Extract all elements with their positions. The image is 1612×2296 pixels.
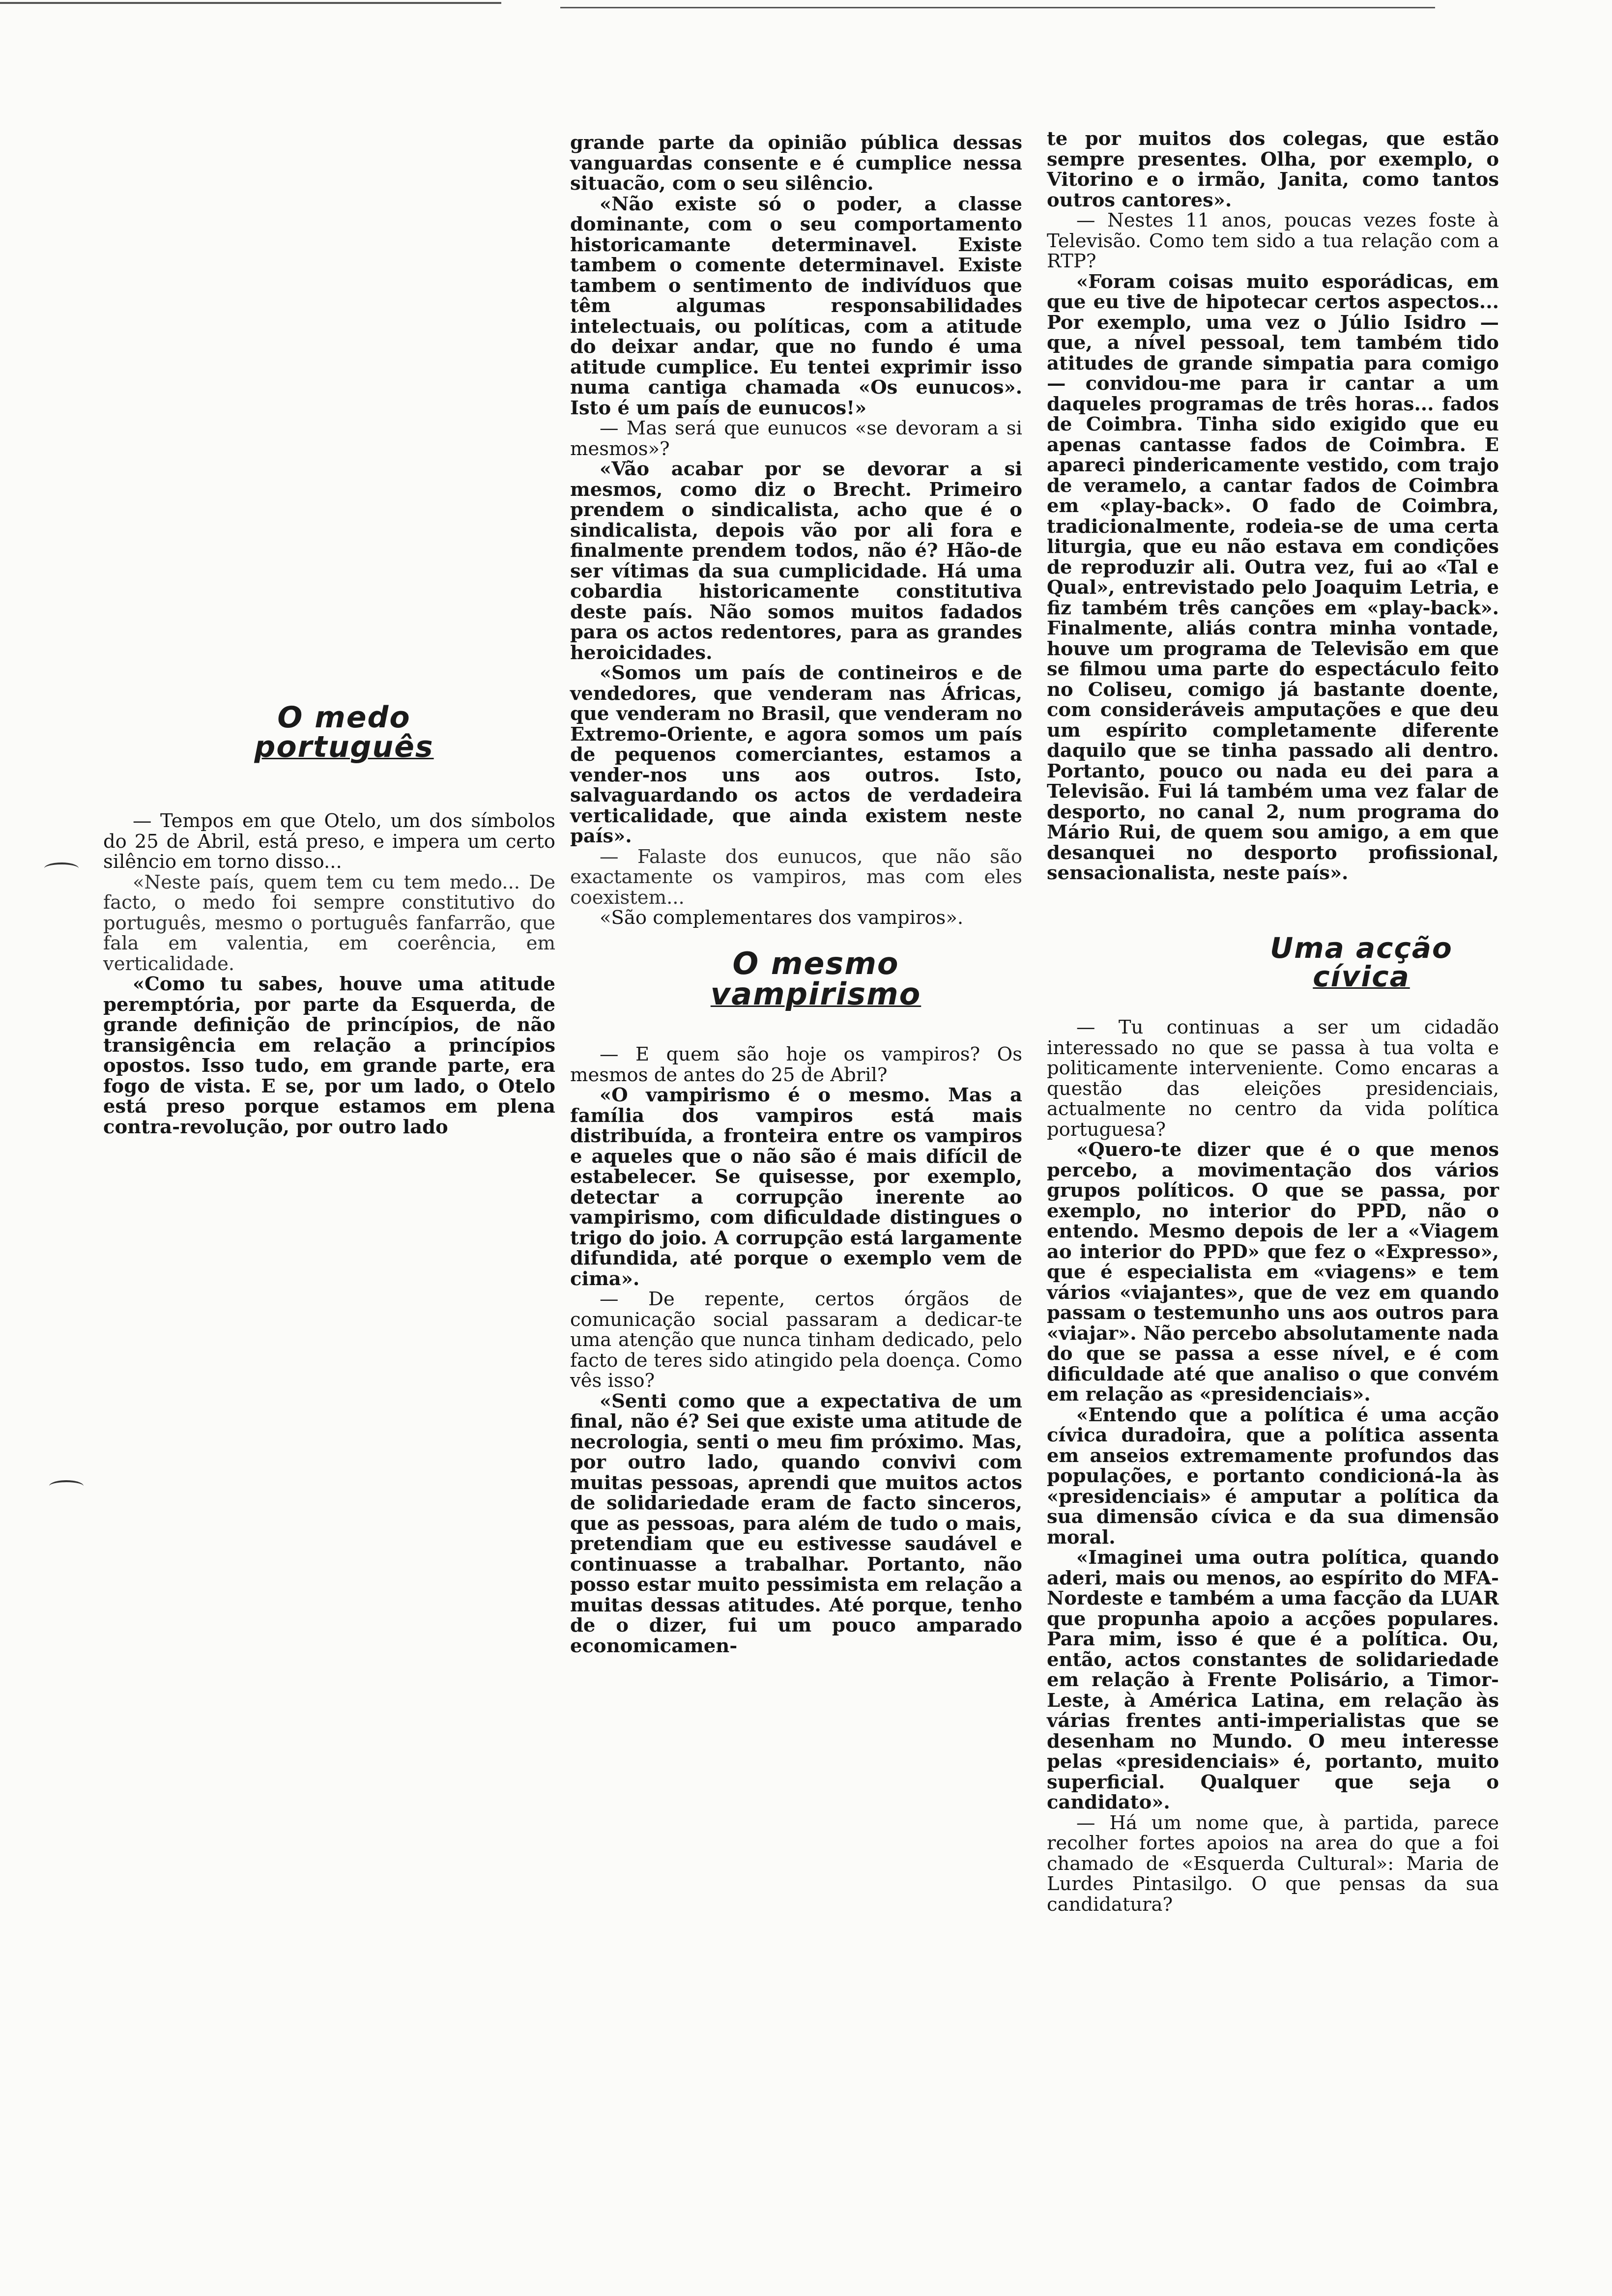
scan-edge-line [560, 7, 1435, 8]
paragraph: te por muitos dos colegas, que estão sempre presentes. Olha, por exemplo, o Vitorino e o irmão, Janita, como tantos outros cantores». [1047, 128, 1499, 211]
column-left [103, 811, 555, 1137]
column-right [1047, 129, 1499, 884]
headline-line: O mesmo [732, 946, 899, 981]
paragraph: grande parte da opinião pública dessas vanguardas consente e é cumplice nessa situacão, com o seu silêncio. [570, 132, 1022, 195]
paragraph: — Nestes 11 anos, poucas vezes foste à Televisão. Como tem sido a tua relação com a RTP? [1047, 209, 1499, 272]
headline-o-medo-portugues [231, 700, 457, 764]
column-center-lower [570, 1044, 1022, 1656]
paragraph: «Vão acabar por se devorar a si mesmos, como diz o Brecht. Primeiro prendem o sindicalista, acho que é o sindicalista, depois vão por ali fora e finalmente prendem todos, não é? Hão-de ser vítimas da sua cumplicidade. Há uma cobardia historicamente constitutiva deste país. Não somos muitos fadados para os actos redentores, para as grandes heroicidades. [570, 458, 1022, 664]
paragraph: «Como tu sabes, houve uma atitude peremptória, por parte da Esquerda, de grande definição de princípios, de não transigência em relação a princípios opostos. Isso tudo, em grande parte, era fogo de vista. E se, por um lado, o Otelo está preso porque estamos em plena contra-revolução, por outro lado [103, 973, 555, 1138]
paragraph: — E quem são hoje os vampiros? Os mesmos de antes do 25 de Abril? [570, 1043, 1022, 1086]
headline-uma-accao-civica [1248, 931, 1474, 993]
margin-mark [44, 862, 79, 874]
paragraph: — Tu continuas a ser um cidadão interessado no que se passa à tua volta e politicamente interveniente. Como encaras a questão das eleições presidenciais, actualmente no centro da vida política portuguesa? [1047, 1016, 1499, 1141]
headline-line: Uma acção [1270, 931, 1453, 965]
paragraph: — Mas será que eunucos «se devoram a si mesmos»? [570, 417, 1022, 460]
paragraph: «Entendo que a política é uma acção cívica duradoira, que a política assenta em anseios extremamente profundos das populações, e portanto condicioná-la às «presidenciais» é amputar a política da sua dimensão cívica e da sua dimensão moral. [1047, 1404, 1499, 1549]
paragraph: — De repente, certos órgãos de comunicação social passaram a dedicar-te uma atenção que nunca tinham dedicado, pelo facto de teres sido atingido pela doença. Como vês isso? [570, 1288, 1022, 1392]
headline-line: português [254, 730, 434, 764]
column-center [570, 133, 1022, 928]
column-right-lower [1047, 1017, 1499, 1915]
margin-mark [49, 1480, 84, 1492]
paragraph: — Falaste dos eunucos, que não são exactamente os vampiros, mas com eles coexistem... [570, 845, 1022, 909]
headline-line: vampirismo [710, 976, 921, 1012]
headline-line: O medo [277, 700, 411, 735]
paragraph: «Imaginei uma outra política, quando aderi, mais ou menos, ao espírito do MFA-Nordeste e também a uma facção da LUAR que propunha apoio a acções populares. Para mim, isso é que é a política. Ou, então, actos constantes de solidariedade em relação à Frente Polisário, a Timor-Leste, à América Latina, em relação às várias frentes anti-imperialistas que se desenham no Mundo. O meu interesse pelas «presidenciais» é, portanto, muito superficial. Qualquer que seja o candidato». [1047, 1547, 1499, 1813]
paragraph: — Tempos em que Otelo, um dos símbolos do 25 de Abril, está preso, e impera um certo silêncio em torno disso... [103, 810, 555, 873]
paragraph: «O vampirismo é o mesmo. Mas a família dos vampiros está mais distribuída, a fronteira entre os vampiros e aqueles que o não são é mais difícil de estabelecer. Se quisesse, por exemplo, detectar a corrupção inerente ao vampirismo, com dificuldade distingues o trigo do joio. A corrupção está largamente difundida, até porque o exemplo vem de cima». [570, 1084, 1022, 1290]
paragraph: «Foram coisas muito esporádicas, em que eu tive de hipotecar certos aspectos... Por exemplo, uma vez o Júlio Isidro — que, a nível pessoal, tem também tido atitudes de grande simpatia para comigo — convidou-me para ir cantar a um daqueles programas de três horas... fados de Coimbra. Tinha sido exigido que eu apenas cantasse fados de Coimbra. E apareci pindericamente vestido, com trajo de veramelo, a cantar fados de Coimbra em «play-back». O fado de Coimbra, tradicionalmente, rodeia-se de uma certa liturgia, que eu não estava em condições de reproduzir ali. Outra vez, fui ao «Tal e Qual», entrevistado pelo Joaquim Letria, e fiz também três canções em «play-back». Finalmente, aliás contra minha vontade, houve um programa de Televisão em que se filmou uma parte do espectáculo feito no Coliseu, comigo já bastante doente, com consideráveis amputações e que deu um espírito completamente diferente daquilo que se tinha passado ali dentro. Portanto, pouco ou nada eu dei para a Televisão. Fui lá também uma vez falar de desporto, no canal 2, num programa do Mário Rui, de quem sou amigo, a em que desanquei no desporto profissional, sensacionalista, neste país». [1047, 270, 1499, 884]
paragraph: «Não existe só o poder, a classe dominante, com o seu comportamento historicamante determinavel. Existe tambem o comente determinavel. Existe tambem o sentimento de indivíduos que têm algumas responsabilidades intelectuais, ou políticas, com a atitude do deixar andar, que no fundo é uma atitude cumplice. Eu tentei exprimir isso numa cantiga chamada «Os eunucos». Isto é um país de eunucos!» [570, 193, 1022, 419]
headline-o-mesmo-vampirismo [688, 946, 944, 1012]
paragraph: «Senti como que a expectativa de um final, não é? Sei que existe uma atitude de necrologia, senti o meu fim próximo. Mas, por outro lado, quando convivi com muitas pessoas, aprendi que muitos actos de solidariedade eram de facto sinceros, que as pessoas, para além de tudo o mais, pretendiam que eu estivesse saudável e continuasse a trabalhar. Portanto, não posso estar muito pessimista em relação a muitas dessas atitudes. Até porque, tenho de o dizer, fui um pouco amparado economicamen- [570, 1390, 1022, 1657]
paragraph: «São complementares dos vampiros». [600, 907, 964, 929]
paragraph: «Neste país, quem tem cu tem medo... De facto, o medo foi sempre constitutivo do português, mesmo o português fanfarrão, que fala em valentia, em coerência, em verticalidade. [103, 871, 555, 975]
paragraph: — Há um nome que, à partida, parece recolher fortes apoios na area do que a foi chamado de «Esquerda Cultural»: Maria de Lurdes Pintasilgo. O que pensas da sua candidatura? [1047, 1811, 1499, 1916]
headline-line: cívica [1313, 960, 1410, 993]
scan-edge-line [0, 2, 501, 4]
paragraph: «Somos um país de contineiros e de vendedores, que venderam nas Áfricas, que venderam no Brasil, que venderam no Extremo-Oriente, e agora somos um país de pequenos comerciantes, estamos a vender-nos uns aos outros. Isto, salvaguardando os actos de verdadeira verticalidade, que ainda existem neste país». [570, 662, 1022, 847]
paragraph: «Quero-te dizer que é o que menos percebo, a movimentação dos vários grupos políticos. O que se passa, por exemplo, no interior do PPD, não o entendo. Mesmo depois de ler a «Viagem ao interior do PPD» que fez o «Expresso», que é especialista em «viagens» e tem vários «viajantes», que de vez em quando passam o testemunho uns aos outros para «viajar». Não percebo absolutamente nada do que se passa a esse nível, e é com dificuldade até que analiso o que convém em relação as «presidenciais». [1047, 1139, 1499, 1406]
